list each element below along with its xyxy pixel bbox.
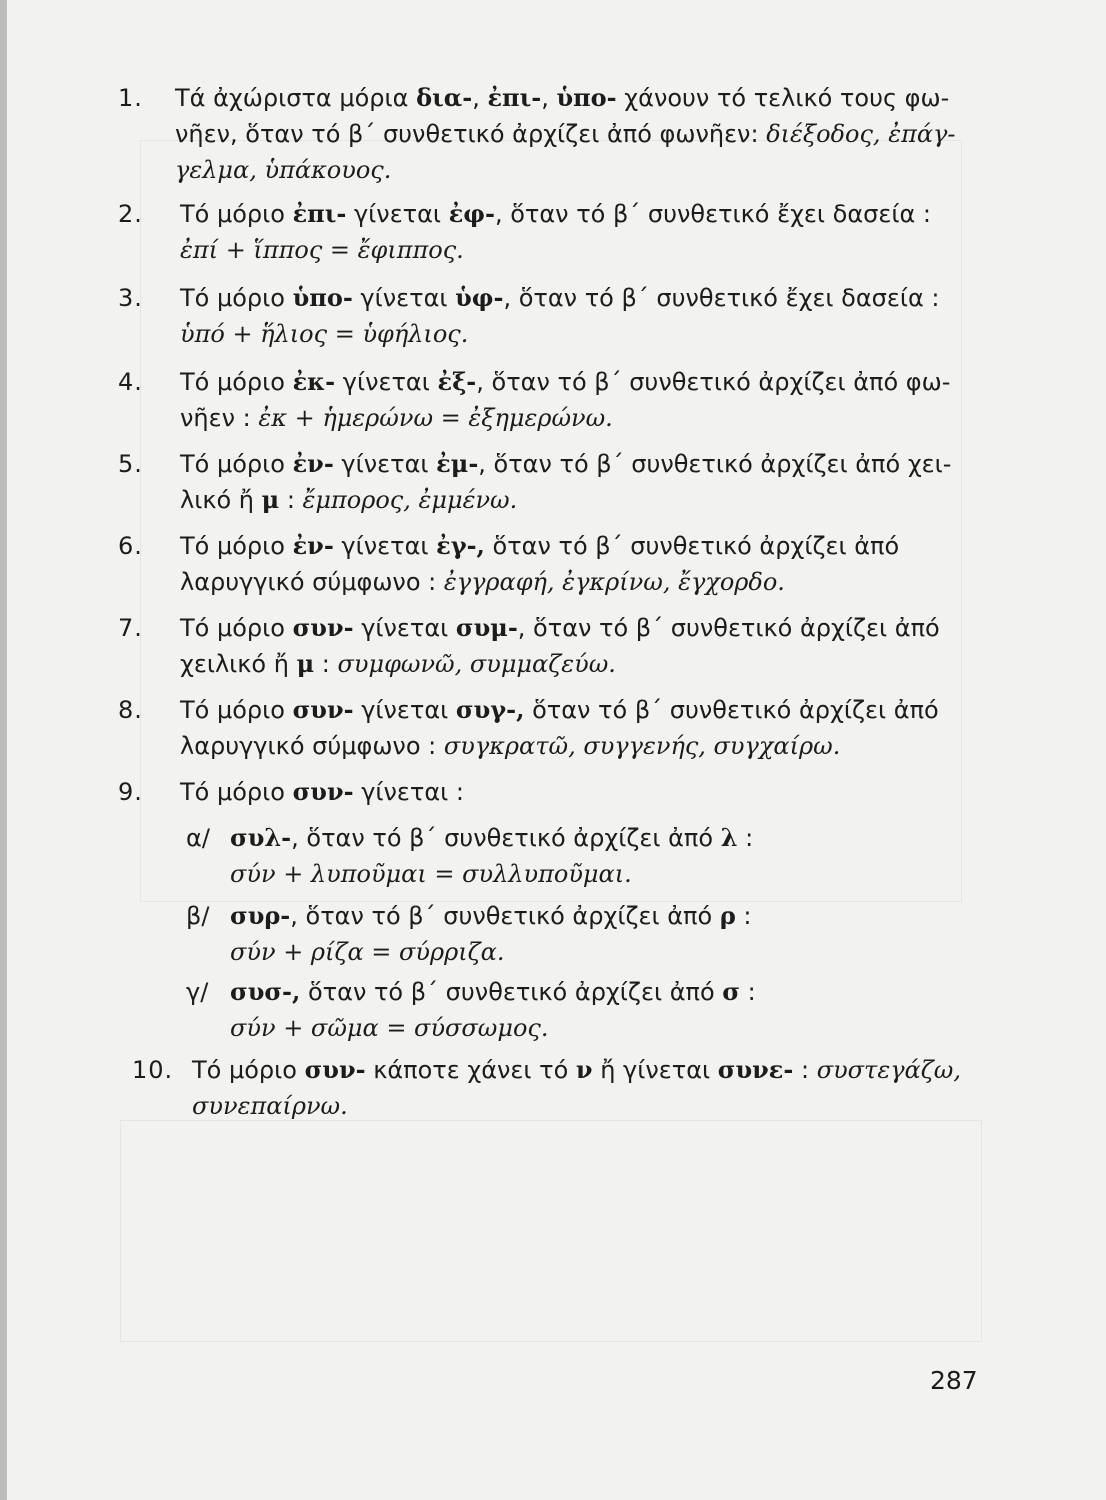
rule-text-line [230, 1012, 548, 1044]
text-run: γίνεται [335, 368, 438, 396]
text-run: Τό μόριο [180, 284, 293, 312]
text-run: , [541, 84, 557, 112]
bold-prefix: συγ-, [455, 695, 525, 724]
rule-text-line [175, 118, 956, 150]
rule-text-line [230, 900, 752, 932]
rule-number: 10. [132, 1056, 174, 1084]
rule-number: 4. [118, 368, 143, 396]
example-text: σύν + ρίζα = σύρριζα. [230, 938, 505, 966]
text-run: χειλικό ἤ [180, 650, 297, 678]
text-run: Τό μόριο [180, 200, 293, 228]
text-run: γίνεται [346, 200, 449, 228]
bold-prefix: ἐκ- [292, 367, 336, 396]
example-text: ἔμπορος, ἐμμένω. [302, 486, 518, 514]
bold-prefix: συμ- [455, 613, 518, 642]
rule-text-line [180, 448, 951, 480]
text-run: , ὅταν τό β΄ συνθετικό ἀρχίζει ἀπό [290, 902, 720, 930]
bold-prefix: συνε- [717, 1055, 794, 1084]
text-run: Τό μόριο [180, 614, 293, 642]
bold-prefix: μ [296, 649, 315, 678]
text-run: κάποτε χάνει τό [365, 1056, 576, 1084]
text-run: , ὅταν τό β΄ συνθετικό ἔχει δασεία : [503, 284, 940, 312]
rule-text-line [180, 234, 464, 266]
rule-number: 8. [118, 696, 143, 724]
text-run: χάνουν τό τελικό τους φω- [616, 84, 950, 112]
text-run: λαρυγγικό σύμφωνο : [180, 732, 444, 760]
rule-text-line [180, 776, 464, 808]
rule-text-line [180, 484, 517, 516]
text-run: , [472, 84, 488, 112]
bold-prefix: συν- [292, 777, 354, 806]
rule-number: 5. [118, 450, 143, 478]
rule-number: 1. [118, 84, 143, 112]
page-number: 287 [930, 1366, 978, 1395]
bold-prefix: λ [720, 823, 738, 852]
rule-text-line [180, 318, 468, 350]
rule-text-line [192, 1054, 961, 1086]
bold-prefix: ἐμ- [436, 449, 479, 478]
text-run: , ὅταν τό β΄ συνθετικό ἔχει δασεία : [494, 200, 931, 228]
text-run: Τό μόριο [180, 696, 293, 724]
rule-number: 3. [118, 284, 143, 312]
text-run: γίνεται [353, 696, 456, 724]
text-run: γίνεται [333, 450, 437, 478]
text-run: λαρυγγικό σύμφωνο : [180, 568, 444, 596]
text-run: Τό μόριο [180, 450, 293, 478]
rule-text-line [180, 566, 785, 598]
rule-number: 6. [118, 532, 143, 560]
rule-text-line [180, 612, 940, 644]
text-run: Τό μόριο [192, 1056, 305, 1084]
bold-prefix: ἐξ- [437, 367, 477, 396]
bold-prefix: ν [575, 1055, 593, 1084]
bold-prefix: συρ- [230, 901, 291, 930]
subitem-label: γ/ [186, 978, 209, 1006]
rule-text-line [175, 154, 391, 186]
text-run: , ὅταν τό β΄ συνθετικό ἀρχίζει ἀπό [517, 614, 940, 642]
rule-text-line [192, 1090, 348, 1122]
text-run: Τό μόριο [180, 368, 293, 396]
example-text: ἐγγραφή, ἐγκρίνω, ἔγχορδο. [443, 568, 785, 596]
bold-prefix: δια- [416, 83, 473, 112]
example-text: γελμα, ὑπάκουος. [175, 156, 392, 184]
bold-prefix: ἐν- [292, 531, 334, 560]
rule-text-line [180, 366, 950, 398]
subitem-label: β/ [186, 902, 210, 930]
text-run: , ὅταν τό β΄ συνθετικό ἀρχίζει ἀπό χει- [478, 450, 952, 478]
bold-prefix: ἐφ- [448, 199, 495, 228]
rule-text-line [180, 198, 931, 230]
rule-text-line [175, 82, 949, 114]
bold-prefix: μ [261, 485, 280, 514]
bold-prefix: ἐγ-, [436, 531, 485, 560]
bold-prefix: ὑφ- [455, 283, 504, 312]
text-run: ὅταν τό β΄ συνθετικό ἀρχίζει ἀπό [524, 696, 939, 724]
text-run: : [737, 824, 754, 852]
rule-number: 9. [118, 778, 143, 806]
bold-prefix: ὑπο- [292, 283, 353, 312]
bold-prefix: ἐπι- [292, 199, 347, 228]
text-run: : [739, 978, 756, 1006]
rule-text-line [180, 730, 840, 762]
bold-prefix: συν- [292, 613, 354, 642]
example-text: ὑπό + ἥλιος = ὑφήλιος. [180, 320, 469, 348]
subitem-label: α/ [186, 824, 210, 852]
bold-prefix: σ [722, 977, 740, 1006]
text-run: ὅταν τό β΄ συνθετικό ἀρχίζει ἀπό [300, 978, 723, 1006]
text-run: λικό ἤ [180, 486, 262, 514]
text-run: : [279, 486, 303, 514]
bold-prefix: ὑπο- [556, 83, 617, 112]
text-run: Τό μόριο [180, 778, 293, 806]
text-run: : [793, 1056, 817, 1084]
example-text: ἐπί + ἵππος = ἔφιππος. [180, 236, 464, 264]
example-text: συμφωνῶ, συμμαζεύω. [337, 650, 616, 678]
rule-text-line [230, 858, 632, 890]
text-run: νῆεν, ὅταν τό β΄ συνθετικό ἀρχίζει ἀπό φωνῆεν: [175, 120, 767, 148]
example-text: συγκρατῶ, συγγενής, συγχαίρω. [443, 732, 841, 760]
rule-text-line [230, 936, 504, 968]
bold-prefix: ρ [719, 901, 736, 930]
text-run: , ὅταν τό β΄ συνθετικό ἀρχίζει ἀπό φω- [476, 368, 951, 396]
text-run: νῆεν : [180, 404, 259, 432]
bold-prefix: συλ- [230, 823, 292, 852]
example-text: ἐκ + ἡμερώνω = ἐξημερώνω. [258, 404, 613, 432]
text-run: γίνεται [352, 284, 456, 312]
rule-text-line [230, 822, 753, 854]
bold-prefix: ἐπι- [487, 83, 542, 112]
text-run: γίνεται [333, 532, 437, 560]
rule-text-line [180, 530, 899, 562]
example-text: συστεγάζω, [816, 1056, 961, 1084]
rule-text-line [180, 402, 613, 434]
text-run: γίνεται : [353, 778, 464, 806]
example-text: συνεπαίρνω. [192, 1092, 348, 1120]
text-run: : [735, 902, 752, 930]
rule-number: 7. [118, 614, 143, 642]
rule-text-line [230, 976, 756, 1008]
bold-prefix: ἐν- [292, 449, 334, 478]
rule-text-line [180, 694, 939, 726]
text-run: ἤ γίνεται [592, 1056, 718, 1084]
bold-prefix: συν- [304, 1055, 366, 1084]
rule-number: 2. [118, 200, 143, 228]
text-run: : [314, 650, 338, 678]
example-text: σύν + σῶμα = σύσσωμος. [230, 1014, 549, 1042]
text-run: ὅταν τό β΄ συνθετικό ἀρχίζει ἀπό [484, 532, 900, 560]
example-text: σύν + λυποῦμαι = συλλυποῦμαι. [230, 860, 632, 888]
example-text: διέξοδος, ἐπάγ- [766, 120, 956, 148]
rule-text-line [180, 282, 940, 314]
bold-prefix: συν- [292, 695, 354, 724]
text-run: , ὅταν τό β΄ συνθετικό ἀρχίζει ἀπό [291, 824, 721, 852]
rule-text-line [180, 648, 616, 680]
text-run: γίνεται [353, 614, 456, 642]
text-run: Τά ἀχώριστα μόρια [175, 84, 417, 112]
text-run: Τό μόριο [180, 532, 293, 560]
bold-prefix: συσ-, [230, 977, 301, 1006]
